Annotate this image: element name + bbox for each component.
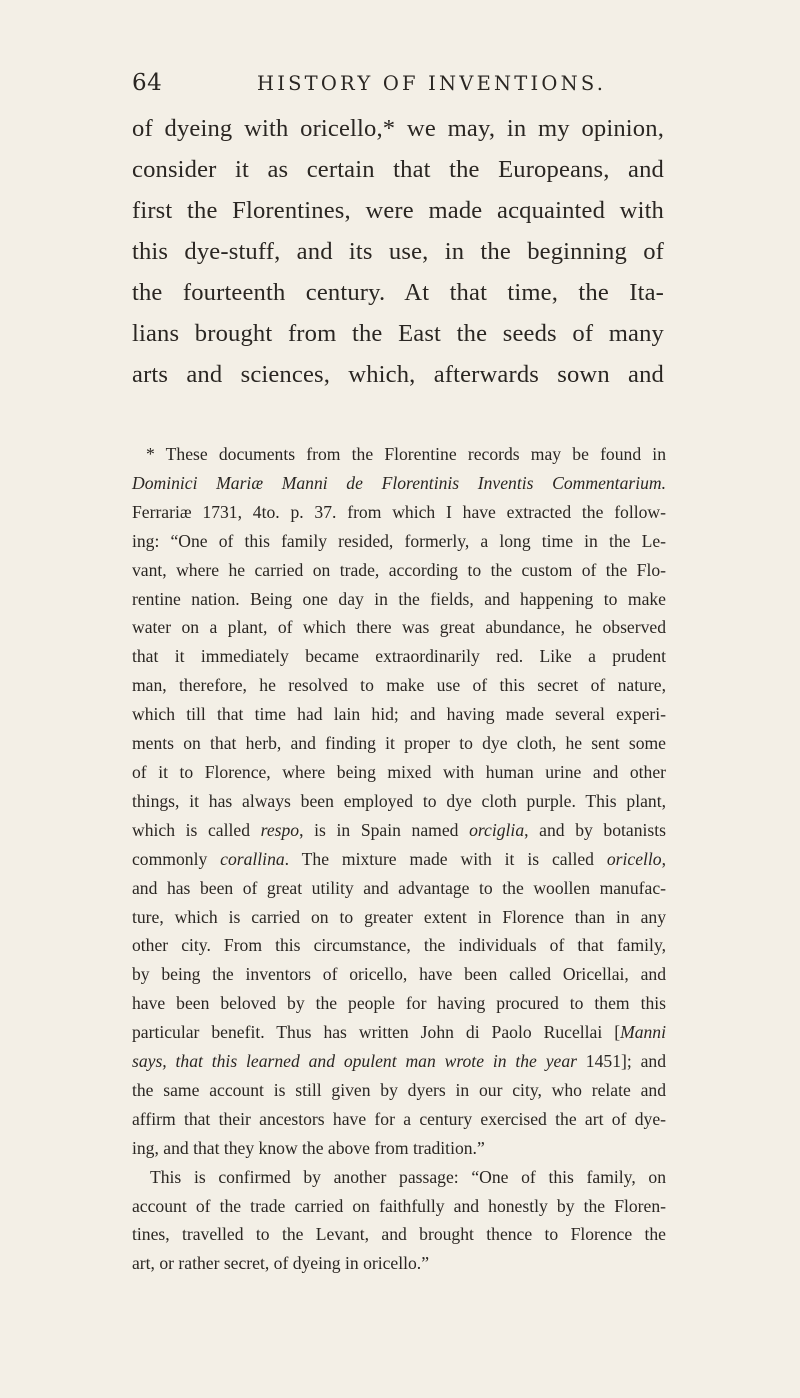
footnote-line: vant, where he carried on trade, according to the custom of the Flo- bbox=[132, 559, 666, 580]
main-text-line: arts and sciences, which, afterwards sown and bbox=[132, 361, 664, 388]
footnote-line: ture, which is carried on to greater extent in Florence than in any bbox=[132, 906, 666, 927]
footnote-text: 1451]; and bbox=[576, 1051, 666, 1072]
footnote-text: , bbox=[661, 848, 667, 869]
footnote-text: . The mixture made with it is called bbox=[284, 848, 607, 869]
footnote-text: , is in Spain named bbox=[299, 819, 470, 840]
footnote-line: art, or rather secret, of dyeing in oricello.” bbox=[132, 1253, 430, 1274]
footnote-line: tines, travelled to the Levant, and brought thence to Florence the bbox=[132, 1224, 666, 1245]
italic-phrase: says, that this learned and opulent man wrote in the year bbox=[132, 1051, 577, 1072]
main-text-line: consider it as certain that the Europeans, and bbox=[132, 156, 664, 183]
footnote-line: water on a plant, of which there was great abundance, he observed bbox=[132, 617, 666, 638]
cited-work-title: Dominici Mariæ Manni de Florentinis Inventis Commentarium. bbox=[132, 472, 666, 493]
footnote-line: ments on that herb, and finding it proper to dye cloth, he sent some bbox=[132, 733, 666, 754]
footnote-line bbox=[132, 816, 666, 845]
footnote-line bbox=[132, 1018, 666, 1047]
footnote-line: have been beloved by the people for having procured to them this bbox=[132, 993, 666, 1014]
footnote-line bbox=[132, 469, 666, 498]
footnote-line: which till that time had lain hid; and having made several experi- bbox=[132, 704, 666, 725]
footnote-text: commonly bbox=[132, 848, 221, 869]
footnote-line: the same account is still given by dyers in our city, who relate and bbox=[132, 1079, 666, 1100]
footnote-line: rentine nation. Being one day in the fields, and happening to make bbox=[132, 588, 666, 609]
main-text-line: the fourteenth century. At that time, the Ita- bbox=[132, 279, 664, 306]
footnote-line: Ferrariæ 1731, 4to. p. 37. from which I have extracted the follow- bbox=[132, 501, 666, 522]
footnote bbox=[132, 440, 666, 1278]
main-text-line: first the Florentines, were made acquainted with bbox=[132, 197, 664, 224]
italic-term: orciglia bbox=[469, 819, 525, 840]
italic-term: Manni bbox=[620, 1022, 666, 1043]
footnote-line: man, therefore, he resolved to make use of this secret of nature, bbox=[132, 675, 666, 696]
page-number: 64 bbox=[132, 70, 163, 96]
page-header bbox=[132, 70, 672, 100]
footnote-line: and has been of great utility and advantage to the woollen manufac- bbox=[132, 877, 666, 898]
footnote-line: that it immediately became extraordinarily red. Like a prudent bbox=[132, 646, 666, 667]
footnote-line bbox=[132, 1047, 666, 1076]
main-text-line: of dyeing with oricello,* we may, in my opinion, bbox=[132, 115, 664, 142]
footnote-text: which is called bbox=[132, 819, 261, 840]
footnote-line: affirm that their ancestors have for a century exercised the art of dye- bbox=[132, 1108, 666, 1129]
footnote-text: , and by botanists bbox=[524, 819, 666, 840]
running-head: HISTORY OF INVENTIONS. bbox=[257, 72, 607, 95]
footnote-line: of it to Florence, where being mixed with human urine and other bbox=[132, 761, 666, 782]
footnote-line: * These documents from the Florentine records may be found in bbox=[146, 444, 666, 464]
footnote-line: This is confirmed by another passage: “One of this family, on bbox=[150, 1166, 666, 1187]
footnote-line: by being the inventors of oricello, have been called Oricellai, and bbox=[132, 964, 666, 985]
footnote-line: other city. From this circumstance, the individuals of that family, bbox=[132, 935, 666, 956]
footnote-line: ing: “One of this family resided, formerly, a long time in the Le- bbox=[132, 530, 666, 551]
footnote-line: ing, and that they know the above from tradition.” bbox=[132, 1137, 485, 1158]
main-text bbox=[132, 108, 664, 395]
italic-term: corallina bbox=[220, 848, 285, 869]
footnote-text: particular benefit. Thus has written John di Paolo Rucellai [ bbox=[132, 1022, 621, 1043]
main-text-line: lians brought from the East the seeds of many bbox=[132, 320, 664, 347]
footnote-line: things, it has always been employed to dye cloth purple. This plant, bbox=[132, 790, 666, 811]
italic-term: respo bbox=[260, 819, 300, 840]
italic-term: oricello bbox=[606, 848, 662, 869]
footnote-line: account of the trade carried on faithfully and honestly by the Floren- bbox=[132, 1195, 666, 1216]
footnote-line bbox=[132, 845, 666, 874]
main-text-line: this dye-stuff, and its use, in the beginning of bbox=[132, 238, 664, 265]
